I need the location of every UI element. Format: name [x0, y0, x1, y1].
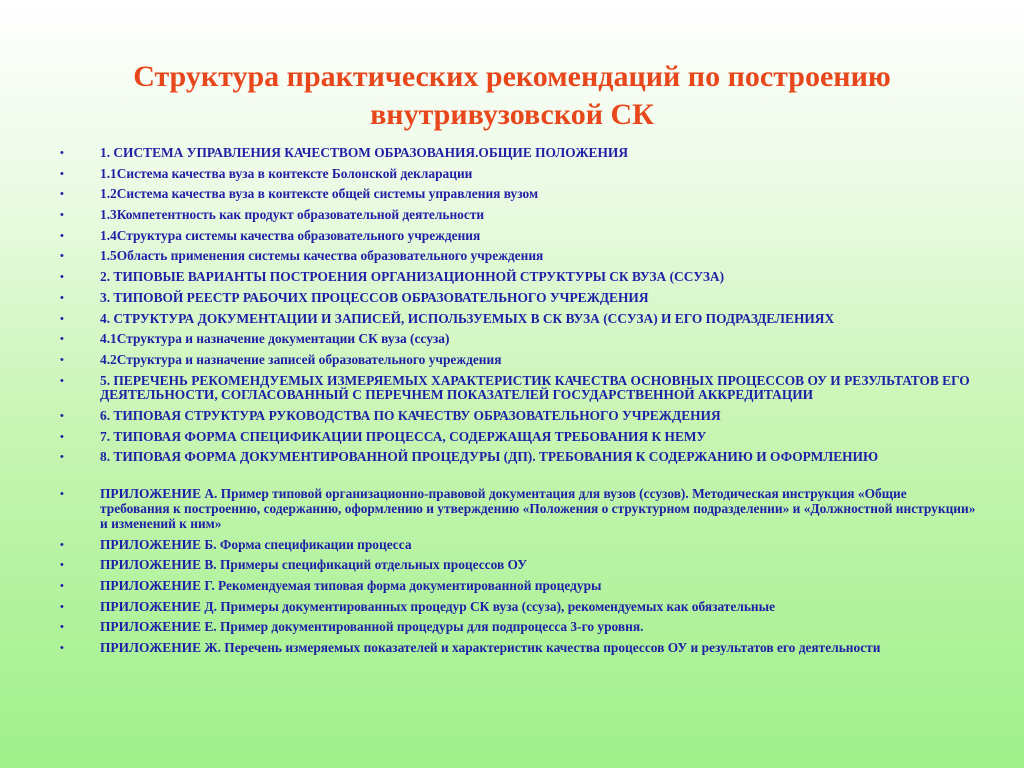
list-item-text: 2. ТИПОВЫЕ ВАРИАНТЫ ПОСТРОЕНИЯ ОРГАНИЗАЦИОННОЙ СТРУКТУРЫ СК ВУЗА (ССУЗА): [100, 269, 725, 285]
bullet-icon: •: [60, 451, 64, 464]
list-item: [58, 409, 978, 424]
list-item-text: 4.1Структура и назначение документации СК вуза (ссуза): [100, 331, 450, 347]
bullet-icon: •: [60, 621, 64, 634]
list-item-text: ПРИЛОЖЕНИЕ Д. Примеры документированных процедур СК вуза (ссуза), рекомендуемых как обязательные: [100, 598, 776, 614]
list-item-text: 7. ТИПОВАЯ ФОРМА СПЕЦИФИКАЦИИ ПРОЦЕССА, СОДЕРЖАЩАЯ ТРЕБОВАНИЯ К НЕМУ: [100, 428, 707, 444]
bullet-icon: •: [60, 430, 64, 443]
list-item-text: 1.4Структура системы качества образовательного учреждения: [100, 227, 481, 243]
list-item-text: 3. ТИПОВОЙ РЕЕСТР РАБОЧИХ ПРОЦЕССОВ ОБРАЗОВАТЕЛЬНОГО УЧРЕЖДЕНИЯ: [100, 289, 649, 305]
list-item-text: 1.5Область применения системы качества образовательного учреждения: [100, 248, 544, 264]
bullet-icon: •: [60, 353, 64, 366]
bullet-icon: •: [60, 229, 64, 242]
list-item-text: 5. ПЕРЕЧЕНЬ РЕКОМЕНДУЕМЫХ ИЗМЕРЯЕМЫХ ХАРАКТЕРИСТИК КАЧЕСТВА ОСНОВНЫХ ПРОЦЕССОВ ОУ И РЕЗУЛЬТАТОВ ЕГО ДЕЯТЕЛЬНОСТИ, СОГЛАСОВАННЫЙ С ПЕРЕЧНЕМ ПОКАЗАТЕЛЕЙ ГОСУДАРСТВЕННОЙ АККРЕДИТАЦИИ: [100, 372, 970, 403]
bullet-icon: •: [60, 188, 64, 201]
list-item-text: 6. ТИПОВАЯ СТРУКТУРА РУКОВОДСТВА ПО КАЧЕСТВУ ОБРАЗОВАТЕЛЬНОГО УЧРЕЖДЕНИЯ: [100, 408, 721, 424]
title-line-1: Структура практических рекомендаций по построению: [133, 60, 891, 93]
list-item-text: 1.3Компетентность как продукт образовательной деятельности: [100, 207, 485, 223]
list-item: [58, 229, 978, 244]
bullet-icon: •: [60, 312, 64, 325]
list-item-text: ПРИЛОЖЕНИЕ В. Примеры спецификаций отдельных процессов ОУ: [100, 557, 528, 573]
bullet-icon: •: [60, 374, 64, 387]
list-item: [58, 312, 978, 327]
bullet-icon: •: [60, 333, 64, 346]
list-item: [58, 487, 978, 531]
bullet-icon: •: [60, 559, 64, 572]
list-item: [58, 249, 978, 264]
slide-title: [40, 58, 984, 134]
bullet-icon: •: [60, 488, 64, 501]
list-item-text: 8. ТИПОВАЯ ФОРМА ДОКУМЕНТИРОВАННОЙ ПРОЦЕДУРЫ (ДП). ТРЕБОВАНИЯ К СОДЕРЖАНИЮ И ОФОРМЛЕНИЮ: [100, 449, 879, 465]
bullet-icon: •: [60, 579, 64, 592]
bullet-icon: •: [60, 271, 64, 284]
list-item: [58, 450, 978, 465]
list-item-text: ПРИЛОЖЕНИЕ Е. Пример документированной процедуры для подпроцесса 3-го уровня.: [100, 619, 644, 635]
bullet-icon: •: [60, 147, 64, 159]
list-item-text: 4. СТРУКТУРА ДОКУМЕНТАЦИИ И ЗАПИСЕЙ, ИСПОЛЬЗУЕМЫХ В СК ВУЗА (ССУЗА) И ЕГО ПОДРАЗДЕЛЕНИЯХ: [100, 310, 835, 326]
bullet-icon: •: [60, 291, 64, 304]
list-item: [58, 600, 978, 615]
bullet-icon: •: [60, 167, 64, 180]
bullet-list: [58, 146, 978, 662]
list-item-text: 1.2Система качества вуза в контексте общей системы управления вузом: [100, 186, 539, 202]
list-item: [58, 558, 978, 573]
list-item: [58, 430, 978, 445]
bullet-icon: •: [60, 538, 64, 551]
list-item-text: 4.2Структура и назначение записей образовательного учреждения: [100, 351, 502, 367]
bullet-icon: •: [60, 600, 64, 613]
list-item-text: ПРИЛОЖЕНИЕ Б. Форма спецификации процесса: [100, 536, 412, 552]
list-item: [58, 538, 978, 553]
list-item: [58, 208, 978, 223]
bullet-icon: •: [60, 250, 64, 263]
list-item: [58, 620, 978, 635]
list-item: [58, 353, 978, 368]
list-item: [58, 167, 978, 182]
list-item-text: ПРИЛОЖЕНИЕ А. Пример типовой организационно-правовой документация для вузов (ссузов). Методическая инструкция «Общие требования к построению, содержанию, оформлению и утверждению «Положения о структурном подразделении» и «Должностной инструкции» и изменений к ним»: [100, 486, 976, 531]
list-item: [58, 146, 978, 161]
list-item: [58, 187, 978, 202]
title-line-2: внутривузовской СК: [370, 98, 654, 131]
list-item-text: 1.1Система качества вуза в контексте Болонской декларации: [100, 165, 473, 181]
list-item: [58, 332, 978, 347]
list-item-text: 1. СИСТЕМА УПРАВЛЕНИЯ КАЧЕСТВОМ ОБРАЗОВАНИЯ.ОБЩИЕ ПОЛОЖЕНИЯ: [100, 145, 628, 160]
list-item: [58, 374, 978, 404]
bullet-icon: •: [60, 209, 64, 222]
list-item-text: ПРИЛОЖЕНИЕ Г. Рекомендуемая типовая форма документированной процедуры: [100, 577, 602, 593]
bullet-icon: •: [60, 641, 64, 654]
list-item: [58, 641, 978, 656]
list-item-text: ПРИЛОЖЕНИЕ Ж. Перечень измеряемых показателей и характеристик качества процессов ОУ и результатов его деятельности: [100, 639, 881, 655]
list-item: [58, 579, 978, 594]
list-item: [58, 291, 978, 306]
list-item: [58, 270, 978, 285]
bullet-icon: •: [60, 410, 64, 423]
